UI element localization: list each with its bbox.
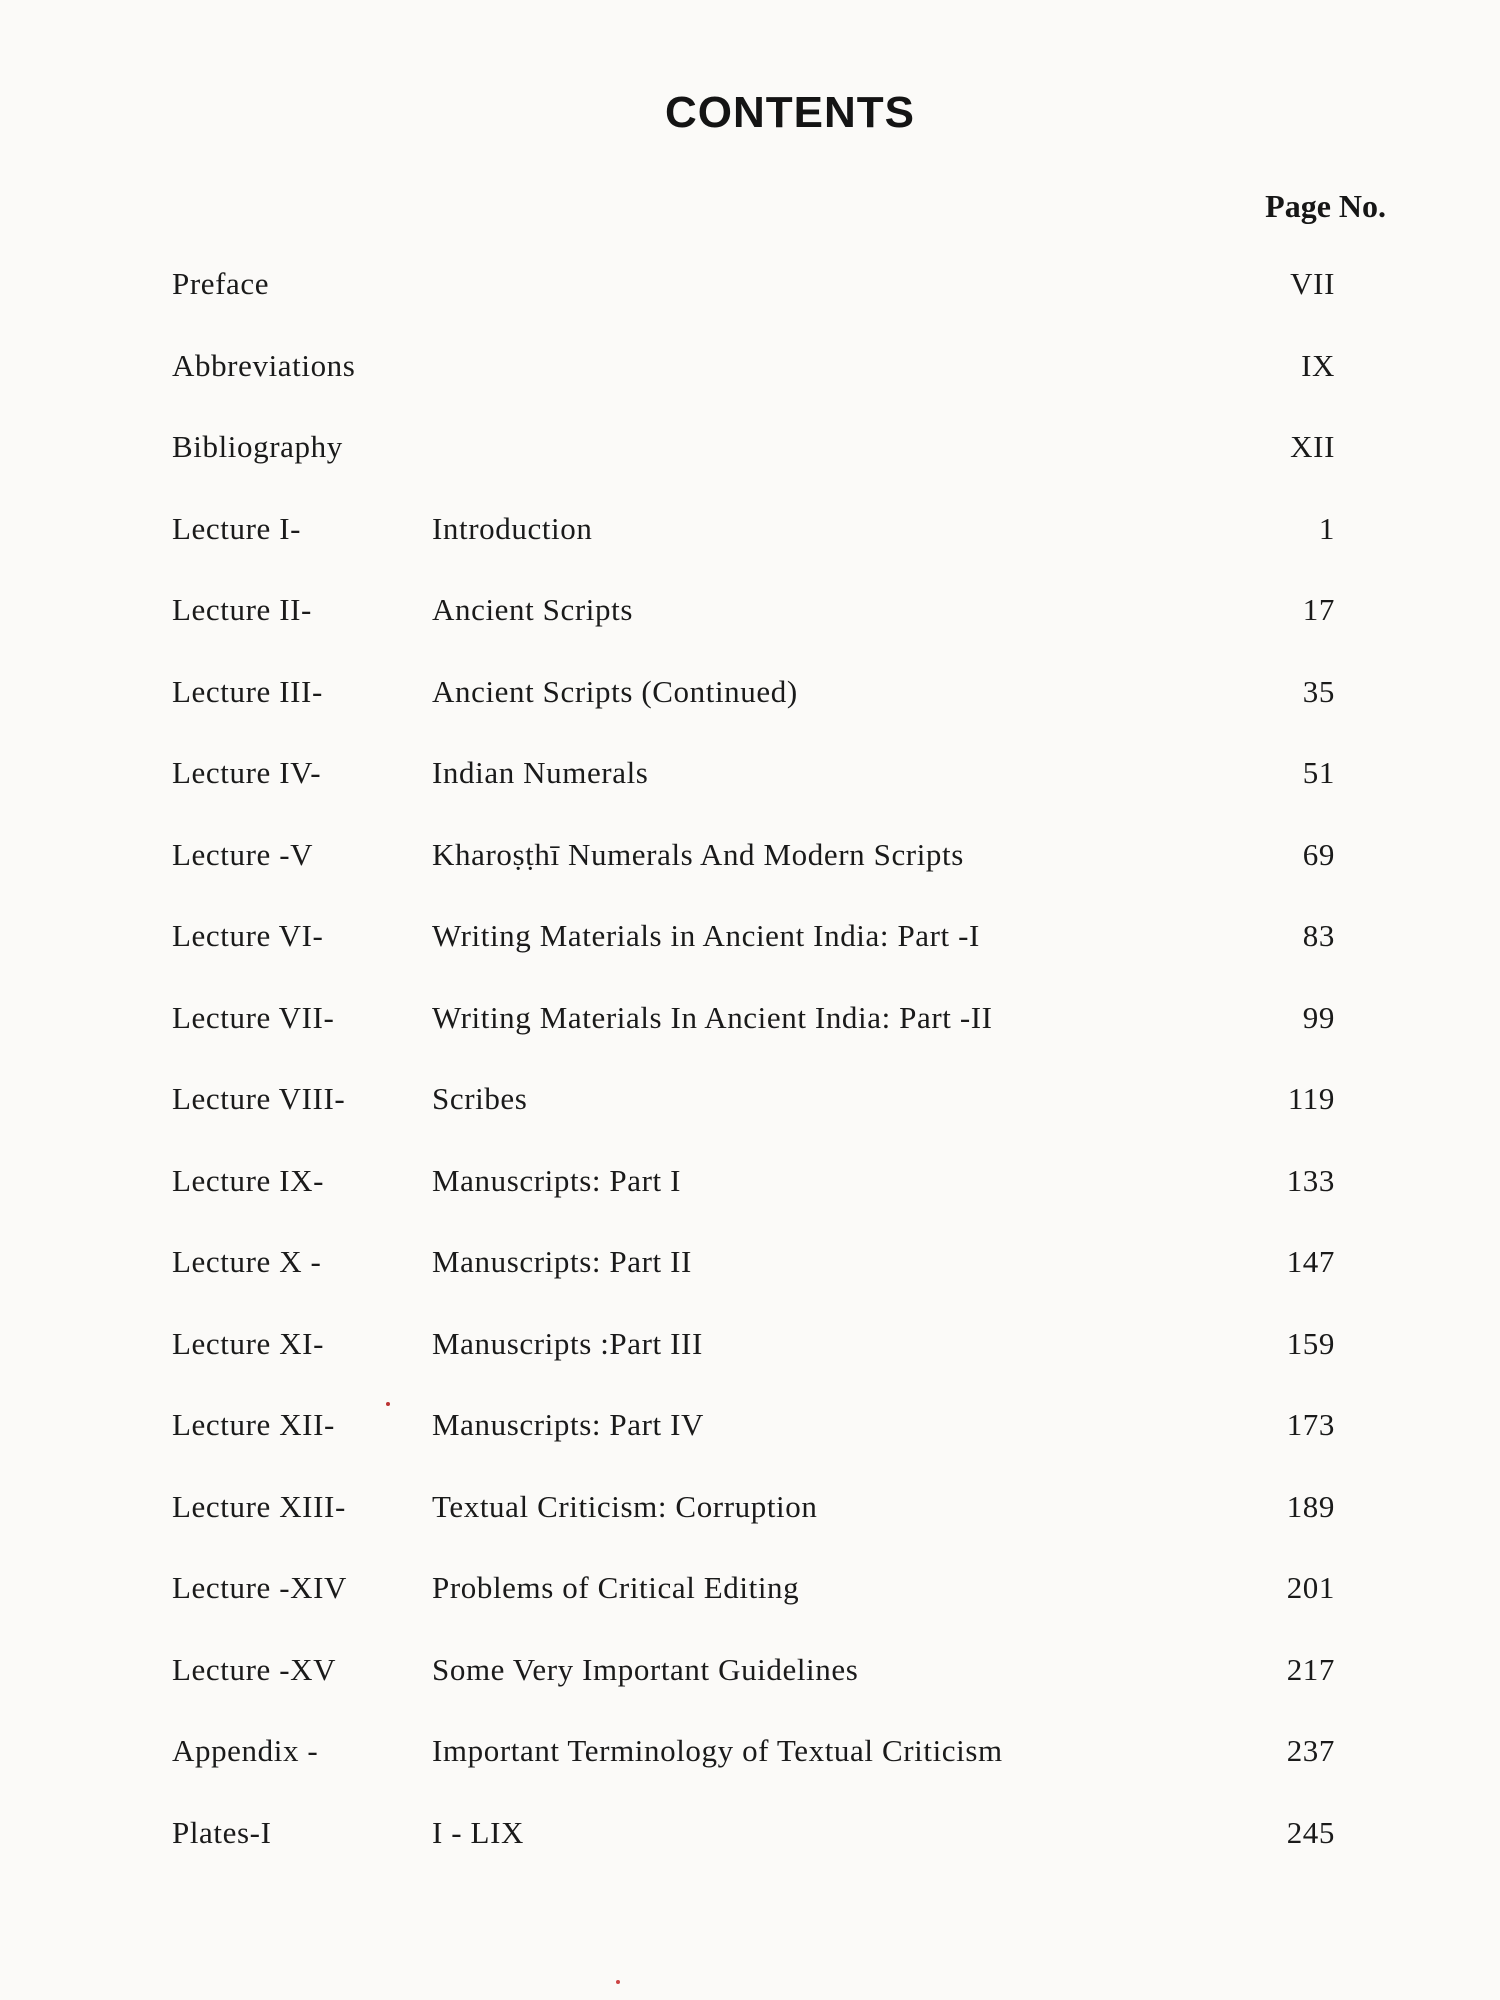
toc-row-title: Writing Materials In Ancient India: Part -II [432, 999, 993, 1035]
toc-row-label: Lecture VII- [172, 999, 335, 1035]
toc-row-title: Manuscripts: Part I [432, 1162, 682, 1198]
toc-row-title: Manuscripts: Part IV [432, 1407, 705, 1442]
toc-row-page: 51 [1302, 755, 1335, 790]
toc-row-label: Abbreviations [172, 347, 356, 383]
paper-speck [386, 1402, 390, 1406]
toc-row-title: Textual Criticism: Corruption [432, 1488, 818, 1524]
toc-row [0, 1805, 1500, 1887]
page-number-column-header: Page No. [1265, 188, 1386, 224]
toc-row-label: Lecture VIII- [172, 1081, 346, 1116]
toc-row-page: 69 [1302, 836, 1335, 872]
toc-row [0, 664, 1500, 746]
toc-row [0, 1234, 1500, 1316]
toc-row-title: Ancient Scripts [432, 592, 633, 627]
toc-row-title: Indian Numerals [432, 755, 649, 790]
toc-row-label: Lecture IX- [172, 1162, 325, 1198]
toc-row-page: 1 [1318, 510, 1335, 546]
toc-row-title: Ancient Scripts (Continued) [432, 673, 798, 709]
toc-row-label: Lecture VI- [172, 918, 324, 953]
toc-row [0, 827, 1500, 909]
toc-row [0, 1071, 1500, 1153]
toc-row-page: 189 [1286, 1488, 1335, 1524]
toc-row [0, 1723, 1500, 1805]
toc-row-label: Plates-I [172, 1814, 272, 1850]
toc-row-page: 159 [1286, 1325, 1335, 1361]
toc-row [0, 1560, 1500, 1642]
toc-row-page: 201 [1286, 1570, 1335, 1605]
toc-row-page: 99 [1302, 999, 1335, 1035]
toc-row-label: Lecture X - [172, 1244, 322, 1279]
toc-row [0, 990, 1500, 1072]
toc-row-title: Writing Materials in Ancient India: Part -I [432, 918, 980, 953]
toc-row-page: IX [1301, 347, 1335, 383]
toc-row-title: Problems of Critical Editing [432, 1570, 800, 1605]
toc-row-page: XII [1290, 429, 1335, 464]
toc-row-label: Lecture -V [172, 836, 314, 872]
toc-row [0, 256, 1500, 338]
toc-row-label: Lecture XIII- [172, 1488, 346, 1524]
toc-row [0, 582, 1500, 664]
toc-row [0, 1642, 1500, 1724]
toc-row-page: VII [1290, 266, 1335, 301]
toc-row-title: Kharoṣṭhī Numerals And Modern Scripts [432, 836, 964, 872]
toc-row-label: Lecture -XV [172, 1651, 337, 1687]
toc-row-page: 173 [1286, 1407, 1335, 1442]
toc-row-title: Some Very Important Guidelines [432, 1651, 859, 1687]
toc-row-label: Lecture XII- [172, 1407, 335, 1442]
table-of-contents [0, 256, 1500, 1886]
toc-row-label: Lecture II- [172, 592, 312, 627]
toc-row [0, 1316, 1500, 1398]
toc-row-label: Lecture I- [172, 510, 302, 546]
toc-row-label: Bibliography [172, 429, 343, 464]
toc-row-label: Lecture III- [172, 673, 323, 709]
page-title: CONTENTS [665, 88, 915, 137]
toc-row [0, 419, 1500, 501]
toc-row [0, 1153, 1500, 1235]
toc-row-title: Manuscripts: Part II [432, 1244, 692, 1279]
toc-row-page: 83 [1302, 918, 1335, 953]
toc-row-label: Lecture XI- [172, 1325, 325, 1361]
toc-row [0, 501, 1500, 583]
toc-row-page: 245 [1286, 1814, 1335, 1850]
toc-row [0, 1479, 1500, 1561]
toc-row-title: I - LIX [432, 1814, 524, 1850]
toc-row-page: 17 [1302, 592, 1335, 627]
toc-row-page: 147 [1286, 1244, 1335, 1279]
toc-row-page: 217 [1286, 1651, 1335, 1687]
toc-row-label: Lecture IV- [172, 755, 322, 790]
toc-row-page: 133 [1286, 1162, 1335, 1198]
paper-speck [616, 1980, 620, 1984]
toc-row-label: Appendix - [172, 1733, 319, 1768]
toc-row-page: 119 [1287, 1081, 1335, 1116]
toc-row-page: 35 [1302, 673, 1335, 709]
toc-row [0, 1397, 1500, 1479]
toc-row-page: 237 [1286, 1733, 1335, 1768]
toc-row-title: Introduction [432, 510, 593, 546]
toc-row [0, 745, 1500, 827]
toc-row-label: Preface [172, 266, 270, 301]
toc-row [0, 908, 1500, 990]
toc-row [0, 338, 1500, 420]
toc-row-title: Manuscripts :Part III [432, 1325, 703, 1361]
toc-row-title: Important Terminology of Textual Criticism [432, 1733, 1003, 1768]
toc-row-label: Lecture -XIV [172, 1570, 348, 1605]
toc-row-title: Scribes [432, 1081, 528, 1116]
